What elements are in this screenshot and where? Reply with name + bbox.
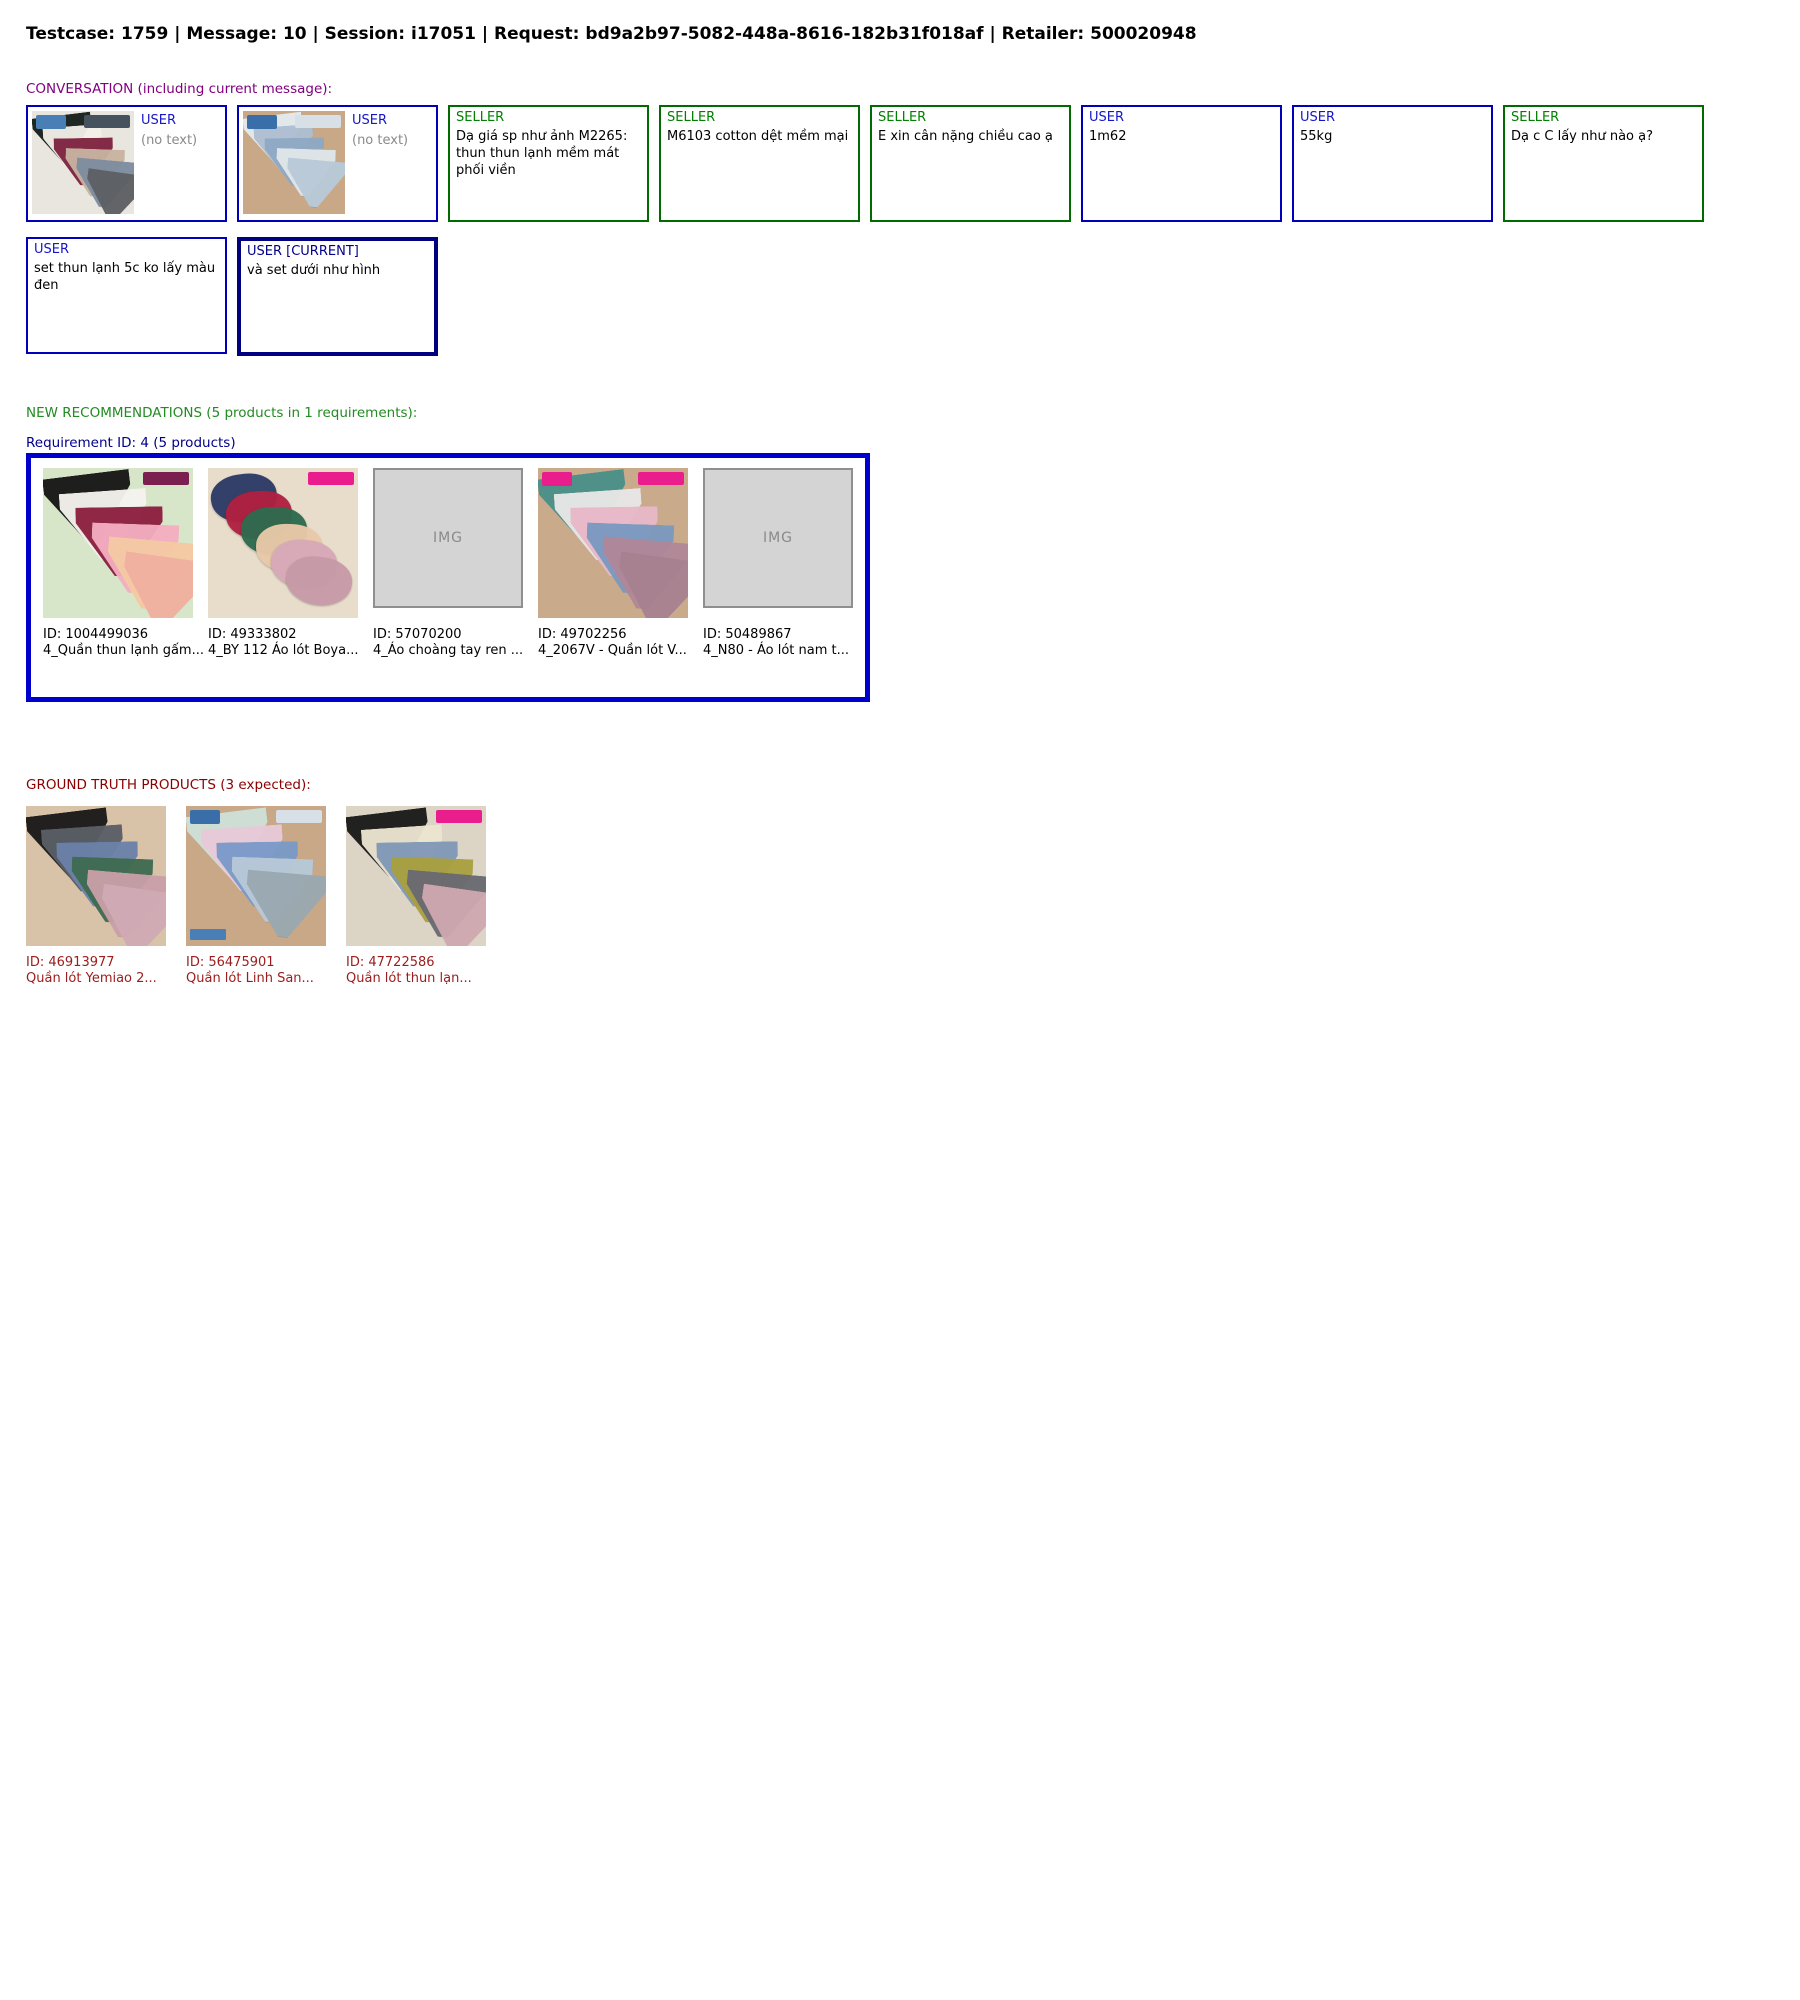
message-text: 55kg [1300, 129, 1333, 145]
ground-truth-product-card [26, 806, 166, 988]
message-side [352, 111, 408, 214]
product-name: 4_Áo choàng tay ren ... [373, 643, 524, 659]
product-name: 4_N80 - Áo lót nam t... [703, 643, 850, 659]
product-media [43, 468, 193, 618]
message-side [141, 111, 197, 214]
message-role-label: SELLER [878, 110, 927, 125]
message-role-label: USER [1089, 110, 1125, 125]
product-media [346, 806, 486, 946]
message-text: 1m62 [1089, 129, 1127, 145]
message-attachment-image [32, 111, 134, 214]
product-id: ID: 46913977 [26, 955, 115, 970]
message-user-4 [1292, 105, 1493, 222]
product-name: Quần lót Yemiao 2... [26, 971, 157, 987]
message-seller-2 [659, 105, 860, 222]
product-media [26, 806, 166, 946]
message-text: E xin cân nặng chiều cao ạ [878, 129, 1053, 145]
recommended-product-card [208, 468, 358, 660]
product-media [186, 806, 326, 946]
product-id: ID: 47722586 [346, 955, 435, 970]
product-name: 4_Quần thun lạnh gấm... [43, 643, 204, 659]
recommended-product-card [43, 468, 204, 660]
product-id: ID: 56475901 [186, 955, 275, 970]
product-media [373, 468, 523, 618]
recommendation-cards [31, 458, 865, 660]
product-image [208, 468, 358, 618]
product-name: 4_2067V - Quần lót V... [538, 643, 687, 659]
message-seller-4 [1503, 105, 1704, 222]
product-media [703, 468, 853, 618]
message-role-label: USER [CURRENT] [247, 244, 359, 259]
recommended-product-card [373, 468, 523, 660]
ground-truth-product-card [346, 806, 486, 988]
product-image [538, 468, 688, 618]
message-text: Dạ giá sp như ảnh M2265: thun thun lạnh mềm mát phối viền [456, 129, 628, 179]
conversation-heading: CONVERSATION (including current message): [26, 81, 333, 97]
message-user-3 [1081, 105, 1282, 222]
message-text: và set dưới như hình [247, 263, 381, 279]
requirement-products-box [26, 453, 870, 702]
message-seller-3 [870, 105, 1071, 222]
recommended-product-card [538, 468, 688, 660]
message-user-image-2 [237, 105, 438, 222]
message-user-current [237, 237, 438, 356]
product-id: ID: 50489867 [703, 627, 792, 642]
product-id: ID: 49702256 [538, 627, 627, 642]
conversation-row-1 [26, 105, 1704, 222]
message-text: M6103 cotton dệt mềm mại [667, 129, 849, 145]
message-role-label: SELLER [667, 110, 716, 125]
message-role-label: USER [141, 113, 177, 128]
message-user-image-1 [26, 105, 227, 222]
requirement-label: Requirement ID: 4 (5 products) [26, 435, 236, 451]
message-role-label: USER [34, 242, 70, 257]
ground-truth-cards [26, 806, 486, 988]
product-id: ID: 49333802 [208, 627, 297, 642]
product-id: ID: 1004499036 [43, 627, 149, 642]
message-text: set thun lạnh 5c ko lấy màu đen [34, 261, 216, 294]
product-image [346, 806, 486, 946]
product-image-placeholder: IMG [703, 468, 853, 608]
product-id: ID: 57070200 [373, 627, 462, 642]
message-role-label: SELLER [1511, 110, 1560, 125]
recommendations-heading: NEW RECOMMENDATIONS (5 products in 1 requirements): [26, 405, 418, 421]
page-title: Testcase: 1759 | Message: 10 | Session: i17051 | Request: bd9a2b97-5082-448a-8616-182b31f018af | Retailer: 500020948 [26, 24, 1197, 44]
ground-truth-product-card [186, 806, 326, 988]
message-body [239, 107, 436, 218]
message-role-label: USER [1300, 110, 1336, 125]
ground-truth-heading: GROUND TRUTH PRODUCTS (3 expected): [26, 777, 311, 793]
product-image [186, 806, 326, 946]
message-text: Dạ c C lấy như nào ạ? [1511, 129, 1654, 145]
product-media [538, 468, 688, 618]
message-role-label: USER [352, 113, 388, 128]
message-text: (no text) [352, 133, 409, 149]
message-body [28, 107, 225, 218]
conversation-row-2 [26, 237, 438, 356]
product-image-placeholder: IMG [373, 468, 523, 608]
message-attachment-image [243, 111, 345, 214]
product-name: 4_BY 112 Áo lót Boya... [208, 643, 359, 659]
product-media [208, 468, 358, 618]
product-image [43, 468, 193, 618]
message-user-5 [26, 237, 227, 354]
message-seller-1 [448, 105, 649, 222]
product-image [26, 806, 166, 946]
message-text: (no text) [141, 133, 198, 149]
recommended-product-card [703, 468, 853, 660]
message-role-label: SELLER [456, 110, 505, 125]
product-name: Quần lót thun lạn... [346, 971, 472, 987]
product-name: Quần lót Linh San... [186, 971, 314, 987]
